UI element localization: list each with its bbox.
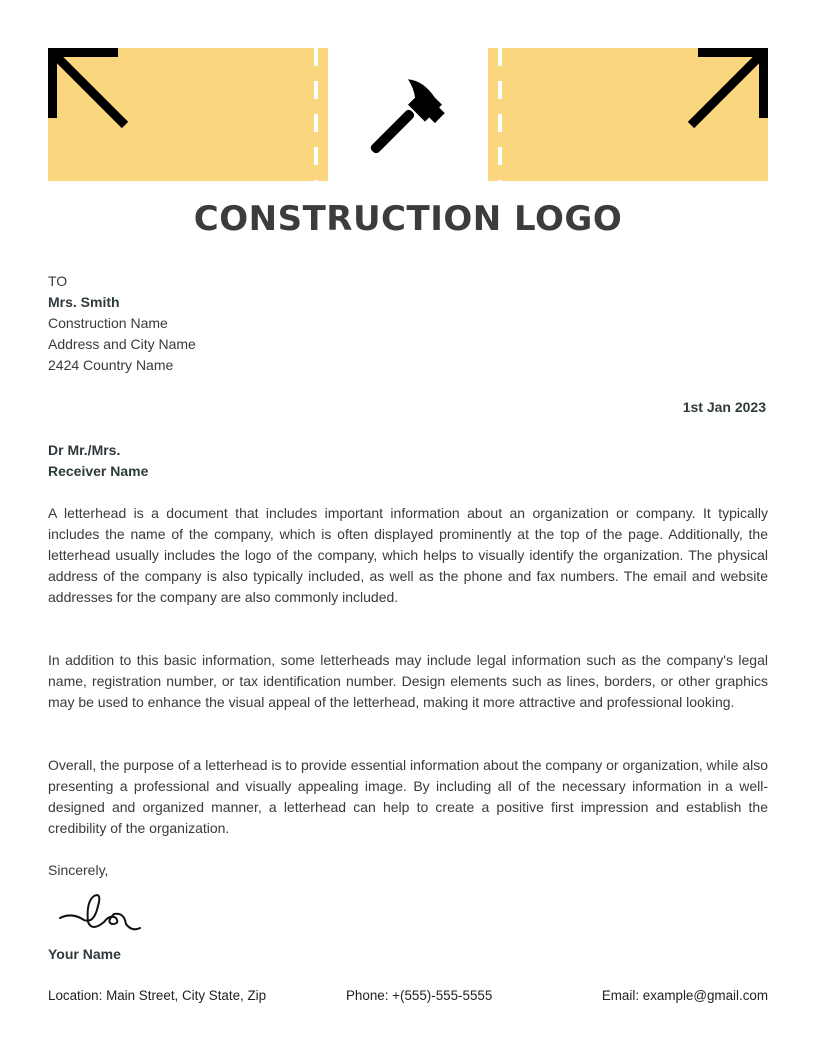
footer-phone: Phone: +(555)-555-5555	[346, 988, 493, 1003]
salutation-receiver: Receiver Name	[48, 463, 149, 479]
recipient-name: Mrs. Smith	[48, 294, 120, 310]
salutation-title: Dr Mr./Mrs.	[48, 442, 121, 458]
signature-icon	[58, 888, 148, 936]
sender-name: Your Name	[48, 946, 121, 962]
letter-date: 1st Jan 2023	[682, 399, 766, 415]
recipient-company: Construction Name	[48, 315, 168, 331]
arrow-up-left-icon	[48, 48, 138, 138]
footer-email: Email: example@gmail.com	[601, 988, 768, 1003]
recipient-country: 2424 Country Name	[48, 357, 174, 373]
letterhead-banner	[48, 48, 768, 181]
banner-dashed-line	[498, 48, 502, 181]
recipient-address: Address and City Name	[48, 336, 196, 352]
body-paragraph: A letterhead is a document that includes important information about an organization or company. It typically includes the name of the company, which is often displayed prominently at the top of the page. Additionally, the letterhead usually includes the logo of the company, which helps to visually identify the organization. The physical address of the company is also typically included, as well as the phone and fax numbers. The email and website addresses for the company are also commonly included.	[48, 505, 768, 605]
body-paragraph: In addition to this basic information, some letterheads may include legal information such as the company's legal name, registration number, or tax identification number. Design elements such as lines, borders, or other graphics may be used to enhance the visual appeal of the letterhead, making it more attractive and professional looking.	[48, 652, 768, 710]
arrow-up-right-icon	[678, 48, 768, 138]
sign-off: Sincerely,	[48, 862, 109, 878]
hammer-icon	[366, 74, 450, 158]
to-label: TO	[48, 273, 68, 289]
footer-location: Location: Main Street, City State, Zip	[48, 988, 267, 1003]
body-paragraph: Overall, the purpose of a letterhead is to provide essential information about the company or organization, while also presenting a professional and visually appealing image. By including all of the necessary information in a well-designed and organized manner, a letterhead can help to create a positive first impression and establish the credibility of the organization.	[48, 757, 768, 836]
banner-dashed-line	[314, 48, 318, 181]
logo-title: CONSTRUCTION LOGO	[193, 199, 623, 239]
